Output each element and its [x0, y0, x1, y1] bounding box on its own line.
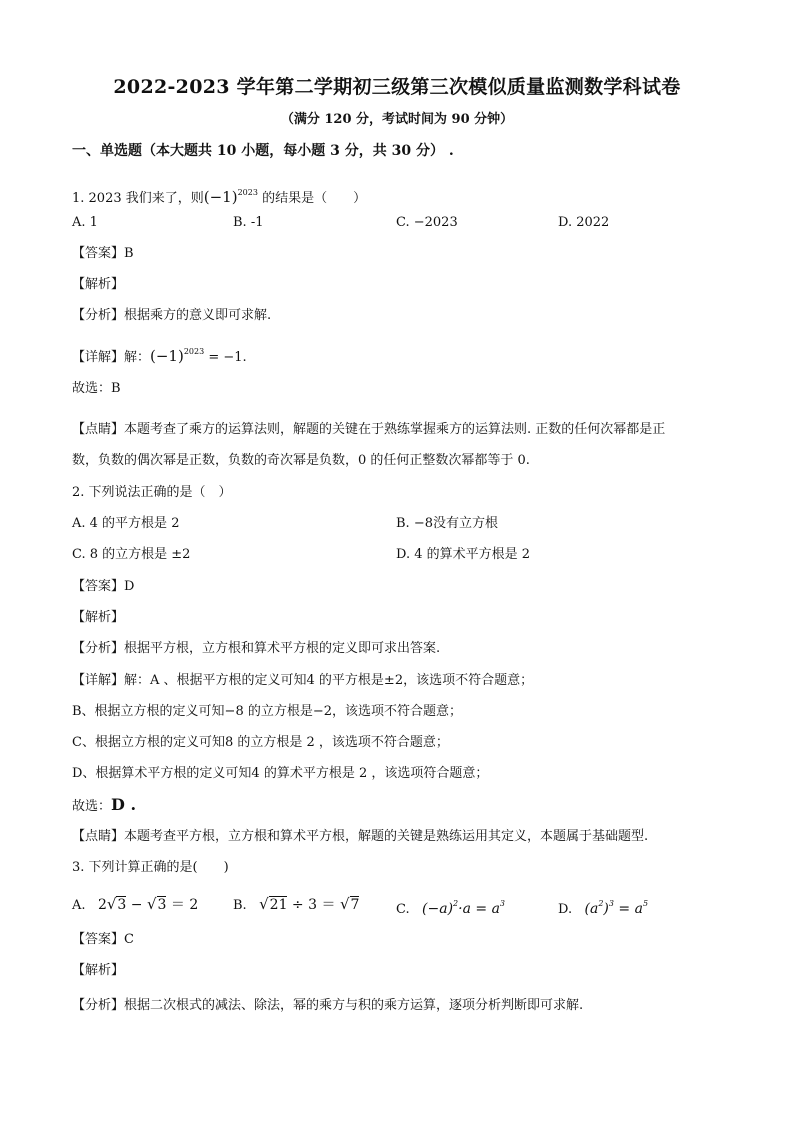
section-heading: 一、单选题（本大题共 10 小题，每小题 3 分，共 30 分） .: [72, 143, 454, 159]
q1-jiexi: 【解析】: [72, 277, 125, 292]
q2-answer: 【答案】D: [72, 579, 135, 594]
q3-option-a-formula: 2√3 − √3 ＝ 2: [97, 895, 199, 913]
q3-option-c-formula: $(-a)^2\cdot a = a^3$: [422, 899, 506, 917]
q1-option-a: A. 1: [72, 215, 98, 230]
q2-stem: 2. 下列说法正确的是（ ）: [72, 485, 232, 500]
q1-stem: 1. 2023 我们来了，则$(-1)^{2023}$ 的结果是（ ）: [72, 188, 367, 206]
q3-answer: 【答案】C: [72, 932, 134, 947]
q3-option-c: C. $(-a)^2\cdot a = a^3$: [396, 899, 506, 917]
q2-xiangjie-c: C、根据立方根的定义可知8 的立方根是 2 ，该选项不符合题意；: [72, 735, 449, 750]
q1-dianjing-line2: 数，负数的偶次幂是正数，负数的奇次幂是负数，0 的任何正整数次幂都等于 0.: [72, 453, 530, 468]
q2-dianjing: 【点睛】本题考查平方根，立方根和算术平方根，解题的关键是熟练运用其定义，本题属于基础题型.: [72, 829, 649, 844]
q3-jiexi: 【解析】: [72, 963, 125, 978]
q2-jiexi: 【解析】: [72, 610, 125, 625]
q1-xiangjie: 【详解】解：$(-1)^{2023} = -1$.: [72, 347, 247, 365]
page-subtitle: （满分 120 分，考试时间为 90 分钟）: [280, 112, 514, 127]
q1-option-c: C. −2023: [396, 215, 458, 230]
q1-option-b: B. -1: [233, 215, 264, 230]
q3-fenxi: 【分析】根据二次根式的减法、除法，幂的乘方与积的乘方运算，逐项分析判断即可求解.: [72, 998, 584, 1013]
q2-option-d: D. 4 的算术平方根是 2: [396, 547, 531, 562]
q3-option-d-formula: $(a^2)^3 = a^5$: [584, 899, 649, 917]
page-title: 2022-2023 学年第二学期初三级第三次模似质量监测数学科试卷: [113, 76, 681, 98]
q2-xiangjie-a: 【详解】解：A 、根据平方根的定义可知4 的平方根是±2，该选项不符合题意；: [72, 673, 534, 688]
q1-dianjing-line1: 【点睛】本题考查了乘方的运算法则，解题的关键在于熟练掌握乘方的运算法则. 正数的任何次幂都是正: [72, 422, 666, 437]
q3-stem: 3. 下列计算正确的是( ): [72, 860, 229, 875]
q1-answer: 【答案】B: [72, 246, 134, 261]
q2-option-b: B. −8没有立方根: [396, 516, 498, 531]
q2-guxuan: 故选：D .: [72, 795, 137, 814]
q3-option-b-formula: √21 ÷ 3 ＝ √7: [259, 895, 360, 913]
q2-fenxi: 【分析】根据平方根，立方根和算术平方根的定义即可求出答案.: [72, 641, 441, 656]
q2-xiangjie-b: B、根据立方根的定义可知−8 的立方根是−2，该选项不符合题意；: [72, 704, 463, 719]
q2-option-a: A. 4 的平方根是 2: [72, 516, 180, 531]
q1-guxuan: 故选：B: [72, 381, 121, 396]
q2-option-c: C. 8 的立方根是 ±2: [72, 547, 191, 562]
q1-option-d: D. 2022: [558, 215, 610, 230]
q3-option-b: B. √21 ÷ 3 ＝ √7: [233, 895, 360, 913]
q3-option-d: D. $(a^2)^3 = a^5$: [558, 899, 649, 917]
q2-xiangjie-d: D、根据算术平方根的定义可知4 的算术平方根是 2 ，该选项符合题意；: [72, 766, 489, 781]
q1-fenxi: 【分析】根据乘方的意义即可求解.: [72, 308, 272, 323]
q3-option-a: A. 2√3 − √3 ＝ 2: [72, 895, 199, 913]
